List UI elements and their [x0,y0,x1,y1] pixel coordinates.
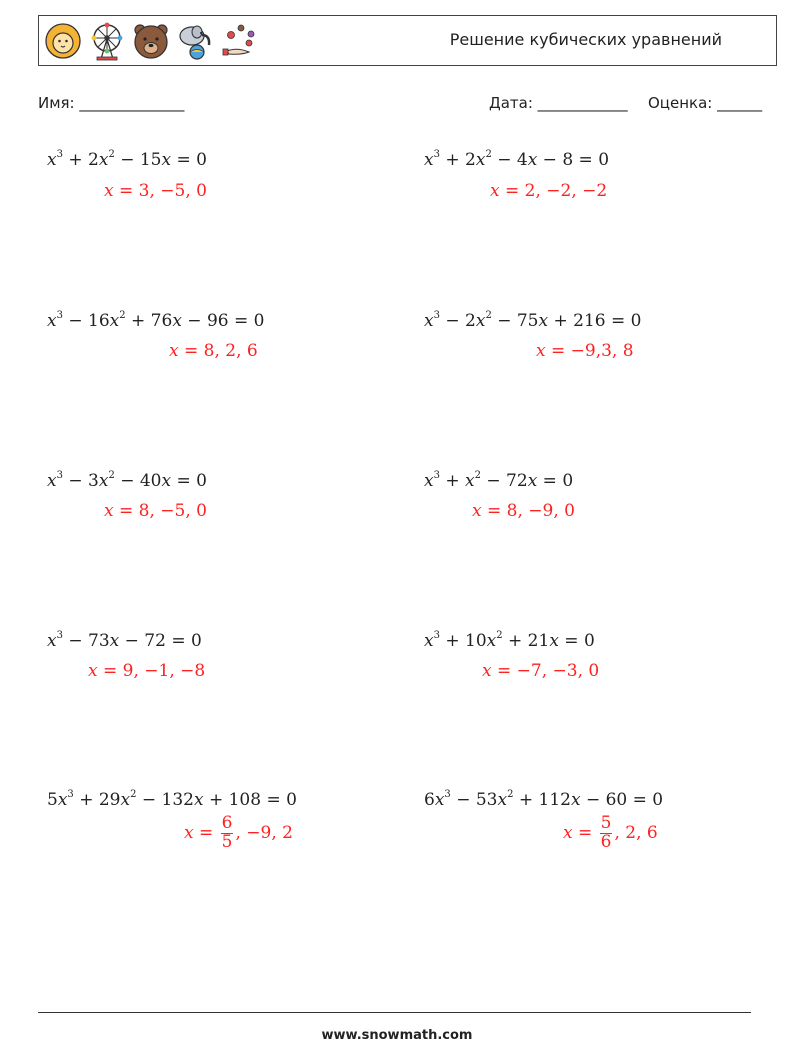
answer-values: 8, −5, 0 [138,501,207,521]
problem-answer: x = 8, −9, 0 [472,501,575,521]
footer-url[interactable]: www.snowmath.com [321,1028,473,1043]
fraction-numerator: 6 [221,813,233,833]
problem-answer: x = 8, 2, 6 [169,341,258,361]
answer-values: −7, −3, 0 [516,661,600,681]
problem-equation: $x^3 + x^2 - 72x = 0$ [424,470,574,491]
problem-equation: $5x^3 + 29x^2 - 132x + 108 = 0$ [47,789,297,810]
footer-divider [38,1012,751,1013]
name-field[interactable]: Имя: ______________ [38,94,185,112]
bear-icon [131,21,171,61]
problem-equation: $x^3 - 3x^2 - 40x = 0$ [47,470,207,491]
problem-equation: $x^3 - 16x^2 + 76x - 96 = 0$ [47,310,265,331]
problem-equation: $x^3 + 10x^2 + 21x = 0$ [424,630,595,651]
problem-answer: x = −9,3, 8 [536,341,634,361]
problem-answer: x = 2, −2, −2 [490,181,608,201]
answer-values: 8, 2, 6 [203,341,258,361]
answer-values: , −9, 2 [235,822,293,843]
answer-values: 2, −2, −2 [524,181,608,201]
problem-answer: x = 8, −5, 0 [104,501,207,521]
answer-values: 3, −5, 0 [138,181,207,201]
grade-field[interactable]: Оценка: ______ [648,94,763,112]
problem-equation: $x^3 + 2x^2 - 15x = 0$ [47,149,207,170]
problem-answer: x = −7, −3, 0 [482,661,600,681]
problem-answer: x = 9, −1, −8 [88,661,206,681]
lion-icon [43,21,83,61]
problem-equation: $x^3 - 73x - 72 = 0$ [47,630,202,651]
problem-answer: x = $\frac{5}{6}$ , 2, 6 [563,813,658,852]
problem-answer: x = 3, −5, 0 [104,181,207,201]
juggling-icon [221,21,261,61]
page-title: Решение кубических уравнений [449,30,722,49]
fraction-denominator: 5 [221,831,233,852]
header-box [38,15,777,66]
answer-values: 8, −9, 0 [506,501,575,521]
fraction-denominator: 6 [600,831,612,852]
circus-elephant-icon [175,21,215,61]
answer-fraction [600,815,613,852]
problem-equation: $6x^3 - 53x^2 + 112x - 60 = 0$ [424,789,664,810]
ferris-wheel-icon [87,21,127,61]
date-field[interactable]: Дата: ____________ [489,94,628,112]
answer-values: −9,3, 8 [570,341,634,361]
answer-fraction [221,815,234,852]
problem-equation: $x^3 + 2x^2 - 4x - 8 = 0$ [424,149,610,170]
problem-equation: $x^3 - 2x^2 - 75x + 216 = 0$ [424,310,642,331]
problem-answer: x = $\frac{6}{5}$ , −9, 2 [184,813,293,852]
answer-values: 9, −1, −8 [122,661,206,681]
answer-values: , 2, 6 [614,822,658,843]
fraction-numerator: 5 [600,813,612,833]
